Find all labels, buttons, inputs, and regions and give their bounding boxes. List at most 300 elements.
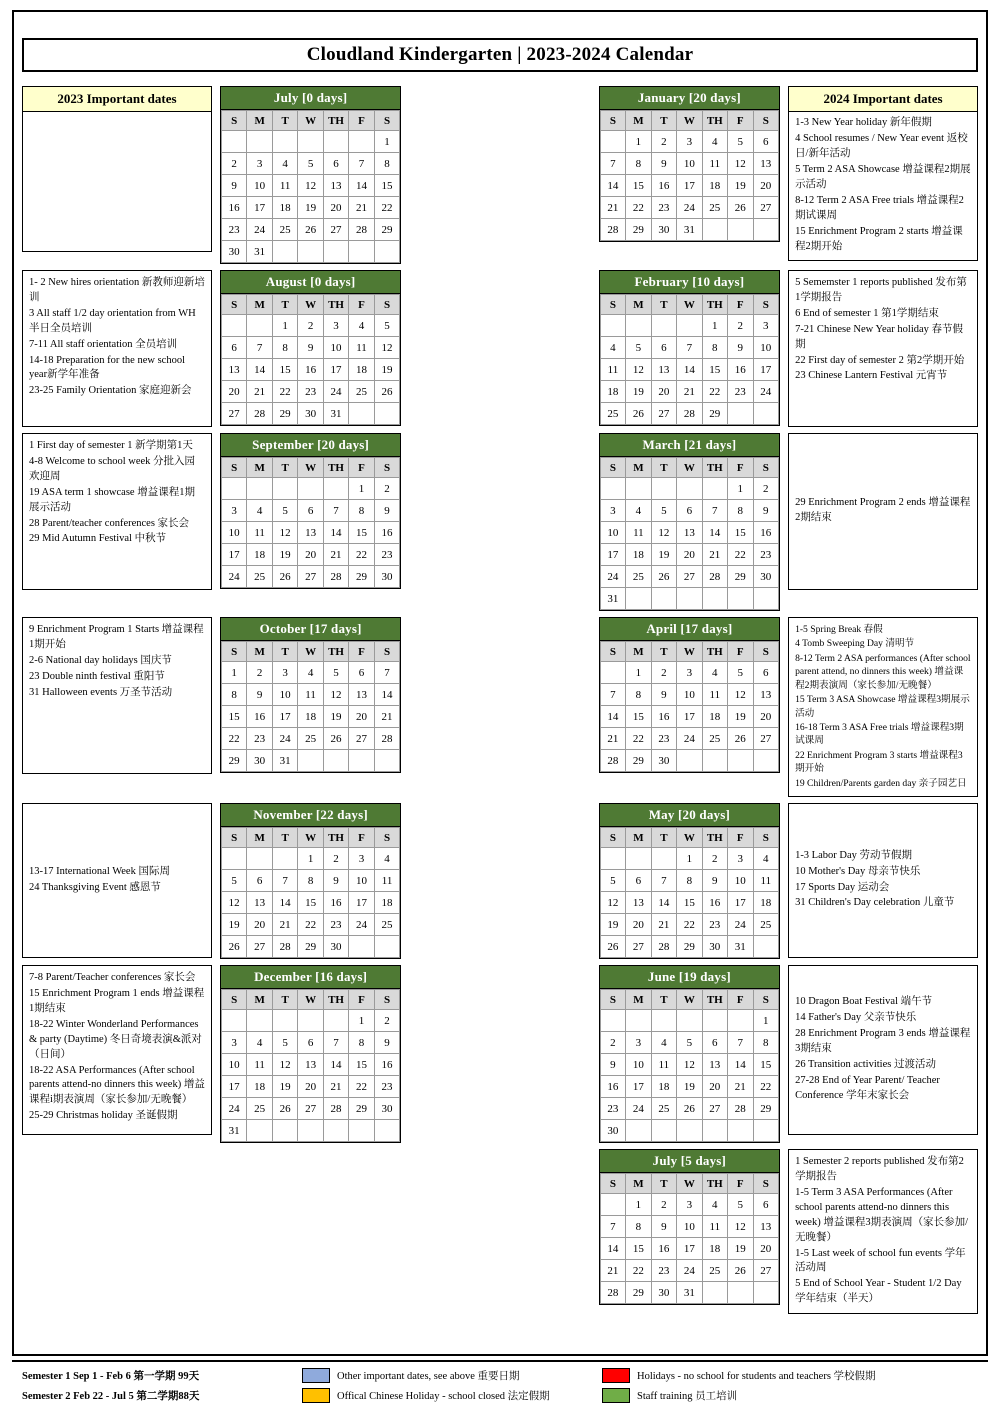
day-cell: 3	[753, 315, 779, 337]
day-cell: 5	[298, 153, 323, 175]
day-cell: 23	[247, 728, 272, 750]
week-row	[221, 544, 399, 566]
weekday-header: W	[298, 828, 323, 848]
day-cell: 3	[626, 1032, 651, 1054]
week-row	[221, 870, 399, 892]
empty-day-cell	[753, 219, 779, 241]
day-cell: 13	[626, 892, 651, 914]
day-cell: 22	[349, 1076, 374, 1098]
note-line: 14 Father's Day 父亲节快乐	[795, 1012, 917, 1024]
notes-2024-body	[789, 112, 977, 259]
day-cell: 18	[702, 706, 727, 728]
day-cell: 31	[677, 219, 702, 241]
note-line: 1-5 Last week of school fun events 学年活动周	[795, 1247, 966, 1274]
day-cell: 7	[600, 684, 625, 706]
empty-day-cell	[349, 241, 374, 263]
day-cell: 20	[753, 175, 779, 197]
week-row	[221, 478, 399, 500]
note-line: 5 Term 2 ASA Showcase 增益课程2期展示活动	[795, 164, 971, 191]
note-line: 8-12 Term 2 ASA Free trials 增益课程2期试课周	[795, 194, 964, 221]
note-line: 1 Semester 2 reports published 发布第2学期报告	[795, 1156, 964, 1182]
day-cell: 8	[626, 153, 651, 175]
notes-2023-header	[22, 86, 212, 252]
weekday-header: M	[626, 990, 651, 1010]
day-cell: 15	[272, 359, 297, 381]
weekday-header: W	[677, 111, 702, 131]
calendar-row	[22, 86, 978, 264]
empty-day-cell	[221, 1010, 246, 1032]
notes-dec23	[22, 965, 212, 1143]
week-row	[221, 662, 399, 684]
day-cell: 24	[349, 914, 374, 936]
weekday-header: T	[272, 828, 297, 848]
day-cell: 1	[728, 478, 753, 500]
day-cell: 13	[753, 153, 779, 175]
day-cell: 19	[221, 914, 246, 936]
day-cell: 25	[626, 566, 651, 588]
legend-yellow-label: Offical Chinese Holiday - school closed 法定假期	[337, 1391, 550, 1402]
empty-day-cell	[272, 1010, 297, 1032]
day-cell: 16	[702, 892, 727, 914]
month-table	[600, 457, 779, 610]
notes-list	[29, 276, 205, 399]
day-cell: 24	[753, 381, 779, 403]
month-sep23	[220, 433, 401, 611]
day-cell: 9	[298, 337, 323, 359]
note-line: 23-25 Family Orientation 家庭迎新会	[29, 385, 192, 397]
day-cell: 26	[728, 728, 753, 750]
day-cell: 5	[728, 1194, 753, 1216]
day-cell: 23	[651, 728, 676, 750]
empty-day-cell	[272, 1120, 297, 1142]
empty-day-cell	[247, 478, 272, 500]
empty-day-cell	[600, 478, 625, 500]
empty-day-cell	[600, 131, 625, 153]
week-row	[221, 684, 399, 706]
day-cell: 16	[600, 1076, 625, 1098]
day-cell: 14	[323, 1054, 348, 1076]
legend-green	[602, 1388, 972, 1403]
legend-yellow-swatch	[302, 1388, 330, 1403]
legend-blue	[302, 1368, 602, 1383]
day-cell: 25	[349, 381, 374, 403]
day-cell: 23	[651, 197, 676, 219]
day-cell: 30	[753, 566, 779, 588]
empty-day-cell	[702, 219, 727, 241]
day-cell: 27	[221, 403, 246, 425]
day-cell: 7	[247, 337, 272, 359]
month-jun24	[599, 965, 780, 1143]
note-line: 1-5 Spring Break 春假	[795, 624, 883, 635]
calendar-row	[22, 617, 978, 797]
day-cell: 22	[702, 381, 727, 403]
day-cell: 29	[374, 219, 400, 241]
day-cell: 16	[728, 359, 753, 381]
weekday-header: W	[677, 828, 702, 848]
day-cell: 7	[374, 662, 400, 684]
day-cell: 4	[272, 153, 297, 175]
day-cell: 26	[651, 566, 676, 588]
day-cell: 16	[753, 522, 779, 544]
day-cell: 6	[753, 1194, 779, 1216]
day-cell: 14	[728, 1054, 753, 1076]
day-cell: 21	[651, 914, 676, 936]
day-cell: 1	[272, 315, 297, 337]
empty-day-cell	[728, 1120, 753, 1142]
day-cell: 17	[247, 197, 272, 219]
day-cell: 15	[221, 706, 246, 728]
day-cell: 27	[677, 566, 702, 588]
day-cell: 31	[600, 588, 625, 610]
week-row	[600, 914, 778, 936]
day-cell: 7	[702, 500, 727, 522]
empty-day-cell	[298, 1120, 323, 1142]
day-cell: 14	[600, 1238, 625, 1260]
day-cell: 6	[323, 153, 348, 175]
day-cell: 6	[298, 1032, 323, 1054]
day-cell: 17	[753, 359, 779, 381]
empty-day-cell	[272, 131, 297, 153]
day-cell: 17	[600, 544, 625, 566]
day-cell: 11	[626, 522, 651, 544]
empty-day-cell	[221, 131, 246, 153]
week-row	[600, 662, 778, 684]
day-cell: 27	[753, 1260, 779, 1282]
day-cell: 18	[349, 359, 374, 381]
day-cell: 14	[374, 684, 400, 706]
empty-day-cell	[651, 315, 676, 337]
day-cell: 22	[374, 197, 400, 219]
spacer	[220, 1149, 401, 1314]
weekday-header: M	[626, 295, 651, 315]
day-cell: 11	[702, 684, 727, 706]
weekday-header: TH	[702, 828, 727, 848]
week-row	[600, 1098, 778, 1120]
weekday-header: W	[298, 295, 323, 315]
day-cell: 27	[247, 936, 272, 958]
day-cell: 8	[626, 684, 651, 706]
day-cell: 1	[626, 131, 651, 153]
week-row	[600, 1054, 778, 1076]
day-cell: 5	[651, 500, 676, 522]
day-cell: 9	[600, 1054, 625, 1076]
day-cell: 30	[323, 936, 348, 958]
day-cell: 31	[677, 1282, 702, 1304]
empty-day-cell	[677, 588, 702, 610]
day-cell: 23	[728, 381, 753, 403]
day-cell: 19	[272, 544, 297, 566]
day-cell: 6	[651, 337, 676, 359]
day-cell: 31	[247, 241, 272, 263]
day-cell: 23	[298, 381, 323, 403]
month-jan24	[599, 86, 780, 264]
week-row	[221, 219, 399, 241]
day-cell: 13	[221, 359, 246, 381]
weekday-header: F	[349, 111, 374, 131]
weekday-header: W	[677, 295, 702, 315]
week-row	[221, 500, 399, 522]
week-row	[221, 706, 399, 728]
day-cell: 29	[626, 1282, 651, 1304]
day-cell: 7	[323, 1032, 348, 1054]
week-row	[600, 1194, 778, 1216]
day-cell: 19	[600, 914, 625, 936]
day-cell: 24	[221, 566, 246, 588]
day-cell: 30	[651, 1282, 676, 1304]
day-cell: 15	[349, 1054, 374, 1076]
month-nov23	[220, 803, 401, 959]
day-cell: 11	[349, 337, 374, 359]
weekday-header: S	[753, 828, 779, 848]
day-cell: 16	[298, 359, 323, 381]
week-row	[600, 750, 778, 772]
note-line: 4-8 Welcome to school week 分批入园欢迎周	[29, 455, 196, 482]
empty-day-cell	[702, 478, 727, 500]
note-line: 14-18 Preparation for the new school year新学年准备	[29, 354, 185, 381]
day-cell: 20	[298, 1076, 323, 1098]
day-cell: 16	[221, 197, 246, 219]
note-line: 24 Thanksgiving Event 感恩节	[29, 881, 161, 893]
day-cell: 20	[677, 544, 702, 566]
day-cell: 17	[221, 544, 246, 566]
day-cell: 16	[247, 706, 272, 728]
day-cell: 28	[600, 219, 625, 241]
day-cell: 6	[753, 131, 779, 153]
day-cell: 10	[753, 337, 779, 359]
day-cell: 2	[600, 1032, 625, 1054]
weekday-header: S	[600, 458, 625, 478]
day-cell: 22	[626, 1260, 651, 1282]
week-row	[221, 315, 399, 337]
day-cell: 10	[677, 684, 702, 706]
empty-day-cell	[221, 478, 246, 500]
weekday-header: S	[753, 295, 779, 315]
empty-day-cell	[753, 1120, 779, 1142]
weekday-header: M	[626, 642, 651, 662]
day-cell: 28	[349, 219, 374, 241]
day-cell: 12	[298, 175, 323, 197]
day-cell: 28	[323, 1098, 348, 1120]
weekday-header: TH	[702, 111, 727, 131]
day-cell: 25	[702, 197, 727, 219]
calendar-row	[22, 803, 978, 959]
day-cell: 29	[626, 750, 651, 772]
weekday-header: S	[221, 295, 246, 315]
day-cell: 7	[349, 153, 374, 175]
month-title: August [0 days]	[221, 271, 400, 294]
legend-green-label: Staff training 员工培训	[637, 1391, 738, 1402]
day-cell: 24	[728, 914, 753, 936]
weekday-header: F	[728, 1174, 753, 1194]
weekday-header: TH	[323, 990, 348, 1010]
day-cell: 22	[272, 381, 297, 403]
week-row	[221, 175, 399, 197]
day-cell: 9	[247, 684, 272, 706]
calendar-row	[22, 433, 978, 611]
week-row	[600, 478, 778, 500]
day-cell: 15	[728, 522, 753, 544]
note-line: 4 Tomb Sweeping Day 清明节	[795, 638, 915, 650]
weekday-header: M	[247, 828, 272, 848]
empty-day-cell	[323, 241, 348, 263]
day-cell: 15	[702, 359, 727, 381]
weekday-header: S	[374, 828, 400, 848]
day-cell: 31	[272, 750, 297, 772]
week-row	[600, 1120, 778, 1142]
week-row	[600, 403, 778, 425]
weekday-header: S	[600, 990, 625, 1010]
weekday-header: W	[298, 990, 323, 1010]
month-table	[221, 110, 400, 263]
day-cell: 25	[247, 1098, 272, 1120]
weekday-header: W	[298, 642, 323, 662]
day-cell: 10	[677, 1216, 702, 1238]
day-cell: 12	[728, 684, 753, 706]
weekday-header: TH	[702, 1174, 727, 1194]
weekday-header: S	[221, 642, 246, 662]
month-title: July [5 days]	[600, 1150, 779, 1173]
empty-day-cell	[374, 1120, 400, 1142]
day-cell: 3	[728, 848, 753, 870]
month-title: October [17 days]	[221, 618, 400, 641]
legend-red	[602, 1368, 972, 1383]
notes-list	[795, 849, 954, 913]
notes-list	[29, 971, 205, 1124]
day-cell: 23	[323, 914, 348, 936]
day-cell: 21	[374, 706, 400, 728]
notes-sep23	[22, 433, 212, 611]
empty-day-cell	[626, 1010, 651, 1032]
day-cell: 19	[728, 1238, 753, 1260]
day-cell: 6	[702, 1032, 727, 1054]
weekday-header: S	[753, 1174, 779, 1194]
empty-day-cell	[323, 131, 348, 153]
calendar-row	[22, 270, 978, 427]
week-row	[600, 175, 778, 197]
week-row	[221, 566, 399, 588]
weekday-header: W	[298, 111, 323, 131]
day-cell: 9	[221, 175, 246, 197]
week-row	[221, 892, 399, 914]
weekday-header: F	[349, 642, 374, 662]
month-feb24	[599, 270, 780, 427]
day-cell: 6	[298, 500, 323, 522]
day-cell: 21	[247, 381, 272, 403]
month-title: November [22 days]	[221, 804, 400, 827]
month-table	[600, 989, 779, 1142]
day-cell: 11	[247, 1054, 272, 1076]
day-cell: 13	[298, 522, 323, 544]
day-cell: 10	[626, 1054, 651, 1076]
weekday-header: S	[753, 111, 779, 131]
empty-day-cell	[247, 1120, 272, 1142]
weekday-header: T	[651, 1174, 676, 1194]
day-cell: 27	[753, 197, 779, 219]
notes-may24	[788, 803, 978, 959]
day-cell: 19	[272, 1076, 297, 1098]
day-cell: 13	[677, 522, 702, 544]
day-cell: 5	[728, 131, 753, 153]
day-cell: 20	[753, 1238, 779, 1260]
day-cell: 5	[272, 1032, 297, 1054]
notes-list	[795, 496, 971, 527]
day-cell: 1	[626, 1194, 651, 1216]
day-cell: 10	[323, 337, 348, 359]
day-cell: 1	[221, 662, 246, 684]
empty-day-cell	[651, 848, 676, 870]
day-cell: 22	[728, 544, 753, 566]
empty-day-cell	[728, 403, 753, 425]
day-cell: 11	[247, 522, 272, 544]
day-cell: 20	[221, 381, 246, 403]
calendar-row	[22, 1149, 978, 1314]
day-cell: 15	[626, 706, 651, 728]
day-cell: 25	[374, 914, 400, 936]
note-line: 3 All staff 1/2 day orientation from WH 半日全员培训	[29, 307, 196, 334]
weekday-header: F	[349, 990, 374, 1010]
note-line: 7-8 Parent/Teacher conferences 家长会	[29, 972, 196, 984]
day-cell: 23	[753, 544, 779, 566]
day-cell: 10	[247, 175, 272, 197]
note-line: 1 First day of semester 1 新学期第1天	[29, 440, 193, 451]
week-row	[221, 1076, 399, 1098]
weekday-header: S	[221, 111, 246, 131]
month-dec23	[220, 965, 401, 1143]
weekday-header: M	[247, 295, 272, 315]
day-cell: 4	[349, 315, 374, 337]
day-cell: 4	[298, 662, 323, 684]
day-cell: 29	[677, 936, 702, 958]
day-cell: 14	[600, 175, 625, 197]
day-cell: 2	[753, 478, 779, 500]
day-cell: 9	[651, 684, 676, 706]
notes-list	[795, 623, 971, 790]
day-cell: 26	[374, 381, 400, 403]
day-cell: 19	[626, 381, 651, 403]
week-row	[600, 500, 778, 522]
day-cell: 8	[728, 500, 753, 522]
month-jul23	[220, 86, 401, 264]
day-cell: 17	[323, 359, 348, 381]
day-cell: 22	[221, 728, 246, 750]
day-cell: 15	[677, 892, 702, 914]
month-mar24	[599, 433, 780, 611]
empty-day-cell	[221, 848, 246, 870]
day-cell: 3	[272, 662, 297, 684]
day-cell: 2	[247, 662, 272, 684]
day-cell: 23	[702, 914, 727, 936]
day-cell: 28	[651, 936, 676, 958]
empty-day-cell	[349, 750, 374, 772]
day-cell: 6	[626, 870, 651, 892]
day-cell: 20	[753, 706, 779, 728]
day-cell: 15	[753, 1054, 779, 1076]
day-cell: 2	[374, 478, 400, 500]
weekday-header: S	[374, 642, 400, 662]
empty-day-cell	[728, 219, 753, 241]
day-cell: 18	[298, 706, 323, 728]
day-cell: 28	[677, 403, 702, 425]
empty-day-cell	[702, 588, 727, 610]
weekday-header: S	[600, 295, 625, 315]
notes-list	[795, 995, 971, 1104]
day-cell: 9	[374, 1032, 400, 1054]
empty-day-cell	[221, 315, 246, 337]
day-cell: 6	[753, 662, 779, 684]
day-cell: 27	[349, 728, 374, 750]
day-cell: 5	[374, 315, 400, 337]
day-cell: 31	[221, 1120, 246, 1142]
